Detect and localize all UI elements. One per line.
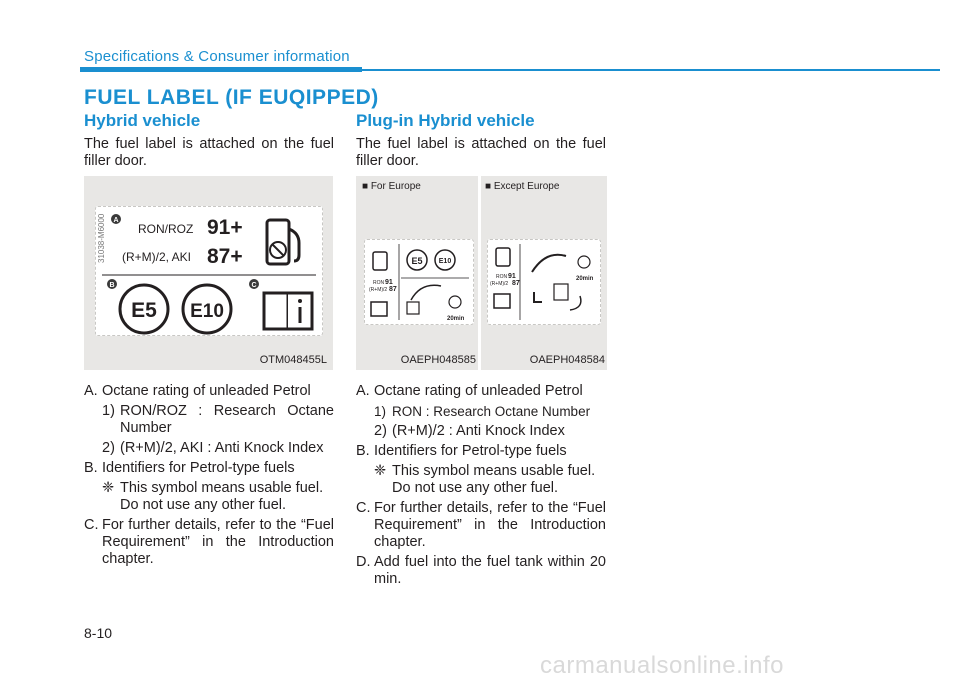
ron-value: 91+ — [207, 216, 243, 239]
item-a: A. Octane rating of unleaded Petrol — [356, 383, 583, 399]
svg-text:91: 91 — [508, 273, 516, 280]
item-b-note: ❈ This symbol means usable fuel. Do not use any other fuel. — [102, 480, 324, 513]
charger-icon — [554, 284, 568, 300]
svg-text:RON: RON — [496, 274, 508, 280]
item-b-note: ❈ This symbol means usable fuel. Do not use any other fuel. — [374, 463, 596, 496]
aki-label: (R+M)/2, AKI — [122, 250, 192, 264]
item-b: B. Identifiers for Petrol-type fuels — [84, 460, 295, 476]
europe-label-panel — [364, 239, 474, 325]
hybrid-intro: The fuel label is attached on the fuel filler door. — [84, 136, 334, 169]
header-rule-thick — [80, 67, 362, 72]
item-a2: 2) (R+M)/2 : Anti Knock Index — [374, 423, 565, 439]
section-header: Specifications & Consumer information — [84, 48, 350, 65]
timer-icon — [578, 256, 590, 268]
svg-text:(R+M)/2: (R+M)/2 — [490, 281, 509, 287]
hybrid-figure — [84, 176, 333, 370]
manual-book-icon — [371, 302, 387, 316]
phev-items — [356, 383, 606, 591]
except-europe-figure-title: ■ Except Europe — [485, 181, 560, 192]
europe-figure-title: ■ For Europe — [362, 181, 421, 192]
item-b: B. Identifiers for Petrol-type fuels — [356, 443, 567, 459]
marker-c-label: C — [251, 282, 257, 289]
svg-text:(R+M)/2: (R+M)/2 — [369, 287, 388, 293]
except-europe-label-drawing — [488, 240, 600, 324]
fuel-pump-icon — [267, 220, 299, 264]
fuel-label-drawing — [96, 207, 322, 335]
phev-heading: Plug-in Hybrid vehicle — [356, 111, 535, 130]
page-number: 8-10 — [84, 625, 113, 641]
label-part-number: 31038-M6000 — [97, 213, 106, 263]
europe-figure-caption: OAEPH048585 — [400, 354, 476, 366]
svg-text:20min: 20min — [447, 316, 465, 322]
svg-text:RON: RON — [373, 280, 385, 286]
item-a: A. Octane rating of unleaded Petrol — [84, 383, 311, 399]
fuel-nozzle-icon — [532, 255, 566, 272]
svg-text:E10: E10 — [438, 258, 452, 265]
item-a1: 1) RON/ROZ : Research Octane Number — [102, 403, 334, 436]
fuel-label-panel — [95, 206, 323, 336]
marker-b-label: B — [109, 282, 115, 289]
item-d: D. Add fuel into the fuel tank within 20 min. — [356, 554, 606, 587]
ron-label: RON/ROZ — [138, 222, 194, 236]
manual-book-icon — [494, 294, 510, 308]
svg-text:87: 87 — [389, 286, 397, 293]
hybrid-heading: Hybrid vehicle — [84, 111, 201, 130]
item-a2: 2) (R+M)/2, AKI : Anti Knock Index — [102, 440, 324, 456]
fuel-nozzle-icon — [411, 285, 441, 300]
hybrid-items — [84, 383, 334, 571]
svg-text:20min: 20min — [576, 276, 594, 282]
header-rule-thin — [362, 69, 940, 71]
item-a1: 1) RON : Research Octane Number — [374, 404, 591, 419]
except-europe-figure-caption: OAEPH048584 — [529, 354, 605, 366]
marker-a-label: A — [113, 217, 119, 224]
manual-book-icon — [264, 293, 312, 329]
fuel-pump-icon — [373, 252, 387, 270]
phev-figure-europe — [356, 176, 478, 370]
phev-figure-except-europe — [481, 176, 607, 370]
svg-text:91: 91 — [385, 279, 393, 286]
phev-intro: The fuel label is attached on the fuel filler door. — [356, 136, 606, 169]
hybrid-figure-caption: OTM048455L — [259, 354, 327, 366]
except-europe-label-panel — [487, 239, 601, 325]
item-c: C. For further details, refer to the “Fuel Requirement” in the Introduction chapter. — [356, 500, 606, 550]
item-c: C. For further details, refer to the “Fuel Requirement” in the Introduction chapter. — [84, 517, 334, 567]
e10-label: E10 — [190, 301, 224, 322]
svg-text:87: 87 — [512, 280, 520, 287]
timer-icon — [449, 296, 461, 308]
europe-label-drawing — [365, 240, 473, 324]
aki-value: 87+ — [207, 245, 243, 268]
e5-label: E5 — [131, 299, 157, 322]
watermark: carmanualsonline.info — [540, 652, 784, 679]
fuel-pump-icon — [496, 248, 510, 266]
svg-text:E5: E5 — [411, 256, 423, 266]
page-title: FUEL LABEL (IF EUQIPPED) — [84, 86, 379, 109]
